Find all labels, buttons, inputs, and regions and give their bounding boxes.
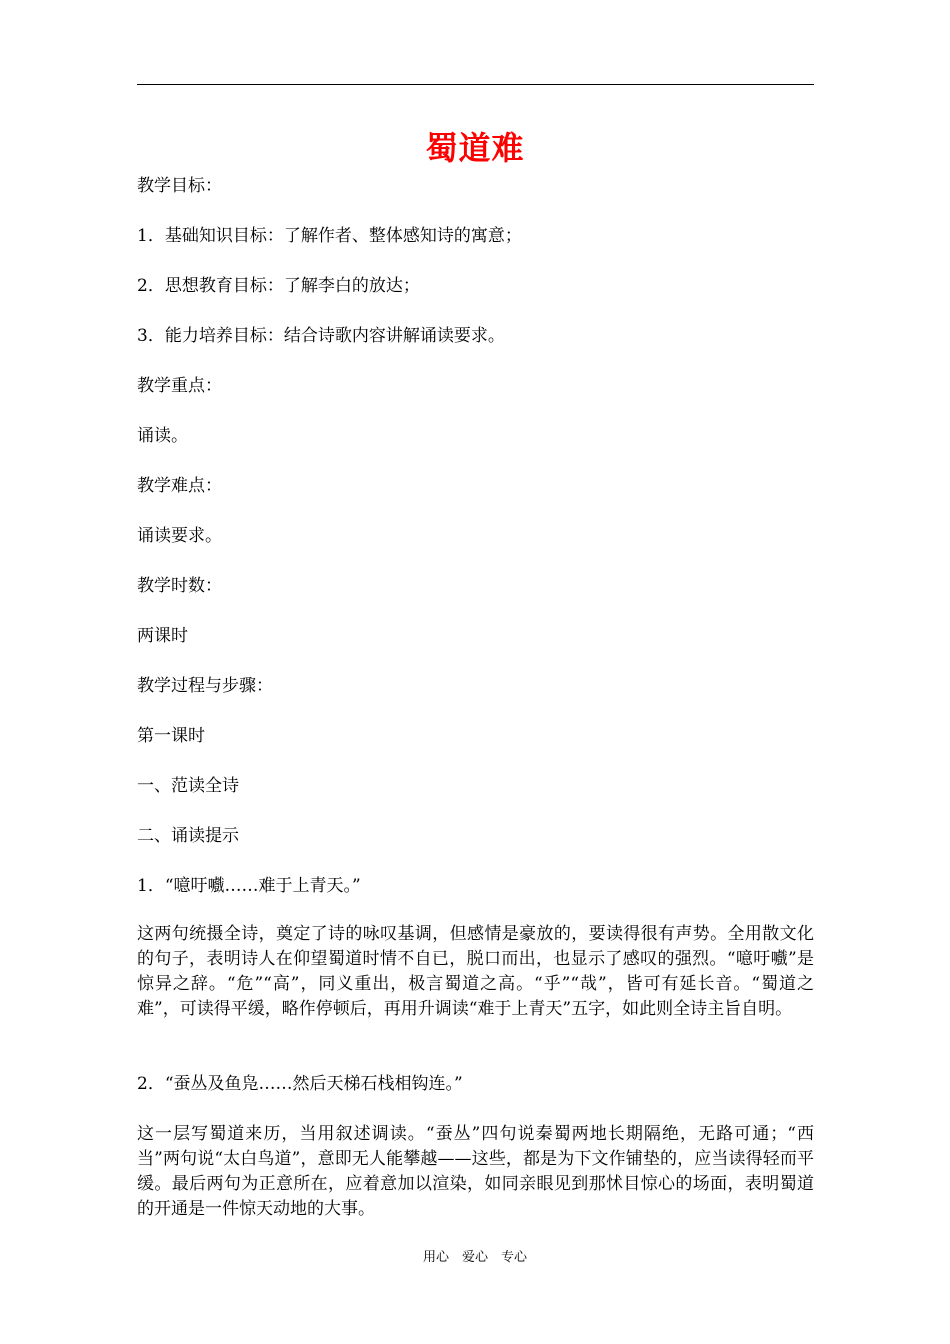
document-title: 蜀道难 [425, 129, 525, 167]
teaching-focus-text: 诵读。 [137, 426, 188, 446]
heading-teaching-focus: 教学重点： [137, 376, 222, 396]
heading-teaching-difficulty: 教学难点： [137, 476, 222, 496]
heading-teaching-process: 教学过程与步骤： [137, 676, 273, 696]
goal-item-1: 1．基础知识目标：了解作者、整体感知诗的寓意； [137, 226, 522, 246]
goal-item-3: 3．能力培养目标：结合诗歌内容讲解诵读要求。 [137, 326, 505, 346]
section-two-heading: 二、诵读提示 [137, 826, 239, 846]
heading-teaching-hours: 教学时数： [137, 576, 222, 596]
paragraph-reading-item-2: 这一层写蜀道来历，当用叙述调读。“蚕丛”四句说秦蜀两地长期隔绝，无路可通；“西当”两句说“太白鸟道”，意即无人能攀越——这些，都是为下文作铺垫的，应当读得轻而平缓。最后两句为正意所在，应着意加以渲染，如同亲眼见到那怵目惊心的场面，表明蜀道的开通是一件惊天动地的大事。 [137, 1124, 814, 1219]
paragraph-reading-item-1: 这两句统摄全诗，奠定了诗的咏叹基调，但感情是豪放的，要读得很有声势。全用散文化的句子，表明诗人在仰望蜀道时情不自已，脱口而出，也显示了感叹的强烈。“噫吁嚱”是惊异之辞。“危”“高”，同义重出，极言蜀道之高。“乎”“哉”，皆可有延长音。“蜀道之难”，可读得平缓，略作停顿后，再用升调读“难于上青天”五字，如此则全诗主旨自明。 [137, 924, 814, 1019]
header-rule [137, 84, 814, 85]
section-one-heading: 一、范读全诗 [137, 776, 239, 796]
goal-item-2: 2．思想教育目标：了解李白的放达； [137, 276, 420, 296]
reading-item-2: 2．“蚕丛及鱼凫……然后天梯石栈相钩连。” [137, 1074, 463, 1094]
teaching-difficulty-text: 诵读要求。 [137, 526, 222, 546]
lesson-one-heading: 第一课时 [137, 726, 205, 746]
reading-item-1: 1．“噫吁嚱……难于上青天。” [137, 876, 361, 896]
heading-teaching-goals: 教学目标： [137, 176, 222, 196]
teaching-hours-text: 两课时 [137, 626, 188, 646]
page-footer: 用心 爱心 专心 [422, 1250, 527, 1265]
